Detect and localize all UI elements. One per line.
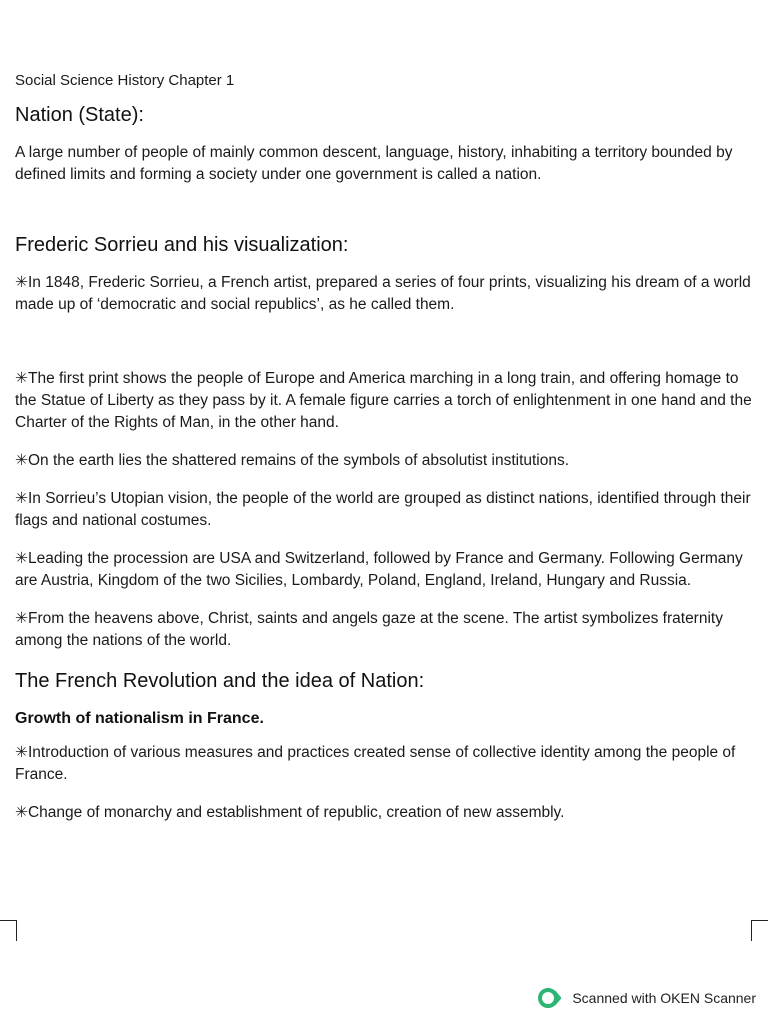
heading-french-revolution: The French Revolution and the idea of Nation: bbox=[15, 670, 425, 692]
oken-scanner-logo-icon bbox=[538, 986, 562, 1010]
heading-frederic-sorrieu: Frederic Sorrieu and his visualization: bbox=[15, 234, 349, 256]
paragraph-nation-definition: A large number of people of mainly common descent, language, history, inhabiting a territory bounded by defined limits and forming a society under one government is called a nation. bbox=[15, 144, 733, 183]
scan-corner-left bbox=[0, 920, 17, 941]
paragraph-collective-identity: ✳Introduction of various measures and practices created sense of collective identity among the people of France. bbox=[15, 744, 736, 783]
document-page bbox=[15, 70, 760, 840]
scanner-watermark bbox=[538, 986, 756, 1010]
paragraph-procession: ✳Leading the procession are USA and Switzerland, followed by France and Germany. Following Germany are Austria, Kingdom of the two Sicilies, Lombardy, Poland, England, Ireland, Hungary and Russia. bbox=[15, 550, 743, 589]
paragraph-change-monarchy: ✳Change of monarchy and establishment of republic, creation of new assembly. bbox=[15, 804, 565, 821]
scanner-watermark-text: Scanned with OKEN Scanner bbox=[572, 990, 756, 1006]
heading-nation-state: Nation (State): bbox=[15, 104, 144, 126]
paragraph-utopian-vision: ✳In Sorrieu’s Utopian vision, the people of the world are grouped as distinct nations, identified through their flags and national costumes. bbox=[15, 490, 751, 529]
subheading-growth-nationalism: Growth of nationalism in France. bbox=[15, 710, 264, 727]
paragraph-shattered-remains: ✳On the earth lies the shattered remains of the symbols of absolutist institutions. bbox=[15, 452, 570, 469]
document-title: Social Science History Chapter 1 bbox=[15, 72, 235, 89]
paragraph-first-print: ✳The first print shows the people of Europe and America marching in a long train, and offering homage to the Statue of Liberty as they pass by it. A female figure carries a torch of enlightenment in one hand and the Charter of the Rights of Man, in the other hand. bbox=[15, 370, 752, 431]
paragraph-heavens: ✳From the heavens above, Christ, saints and angels gaze at the scene. The artist symbolizes fraternity among the nations of the world. bbox=[15, 610, 723, 649]
paragraph-sorrieu-1848: ✳In 1848, Frederic Sorrieu, a French artist, prepared a series of four prints, visualizing his dream of a world made up of ‘democratic and social republics’, as he called them. bbox=[15, 274, 751, 313]
scan-corner-right bbox=[751, 920, 768, 941]
